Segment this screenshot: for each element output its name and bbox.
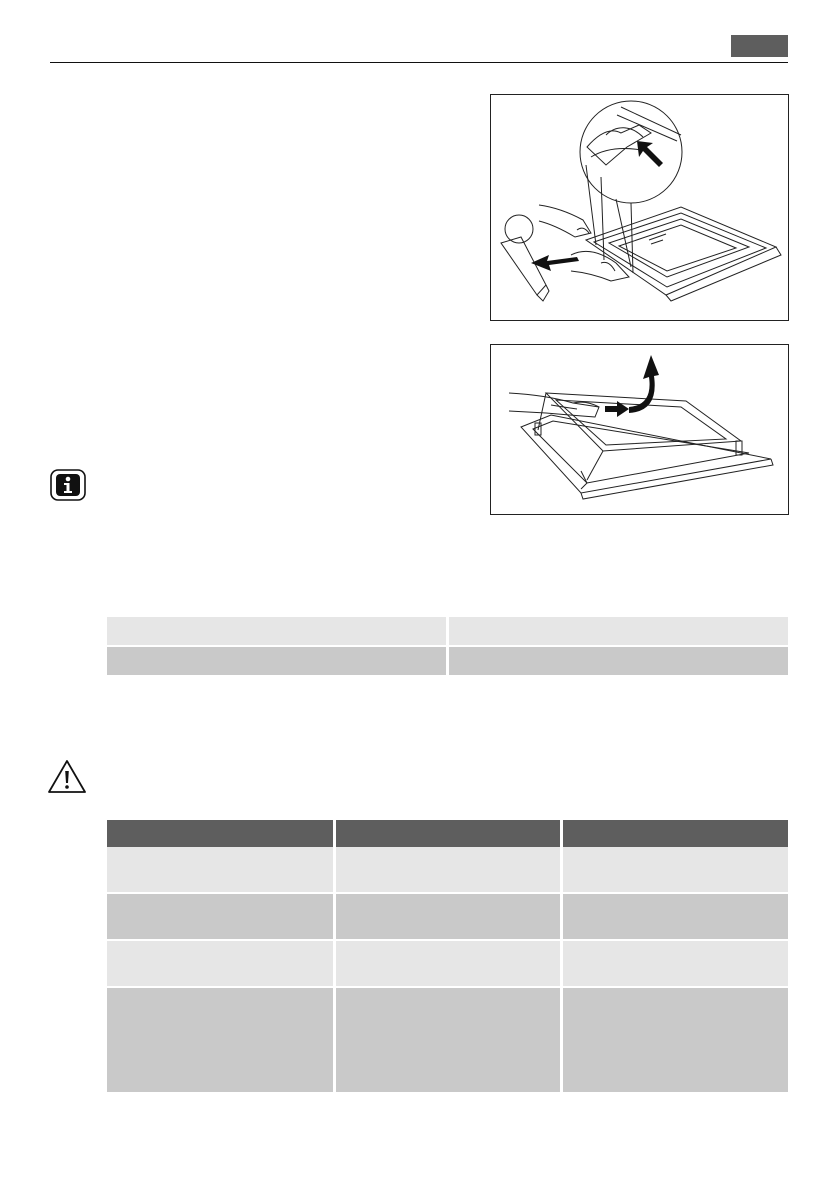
language-tab (731, 35, 788, 57)
warning-triangle-icon (47, 759, 87, 795)
info-icon (50, 469, 86, 501)
figure-door-glass-removal (490, 94, 789, 321)
column-header (334, 820, 561, 847)
table-cell (561, 847, 788, 893)
table-cell (448, 646, 789, 675)
figure-door-panel-lift (490, 344, 789, 515)
table-cell (561, 893, 788, 940)
table-cell (107, 940, 334, 987)
table-cell (334, 893, 561, 940)
door-panel-lift-illustration (491, 345, 790, 516)
table-cell (107, 617, 448, 646)
table-1 (107, 617, 788, 675)
table-cell (448, 617, 789, 646)
table-row (107, 646, 788, 675)
table-row (107, 987, 788, 1092)
table-header-row (107, 820, 788, 847)
table-cell (334, 987, 561, 1092)
column-header (107, 820, 334, 847)
table-cell (334, 940, 561, 987)
table-cell (334, 847, 561, 893)
table-cell (561, 987, 788, 1092)
table-cell (107, 847, 334, 893)
table-cell (107, 646, 448, 675)
table-row (107, 940, 788, 987)
table-cell (561, 940, 788, 987)
table-row (107, 847, 788, 893)
table-row (107, 893, 788, 940)
header-rule (50, 62, 788, 63)
table-2 (107, 820, 788, 1092)
table-cell (107, 893, 334, 940)
table-row (107, 617, 788, 646)
table-cell (107, 987, 334, 1092)
door-glass-removal-illustration (491, 95, 790, 322)
column-header (561, 820, 788, 847)
